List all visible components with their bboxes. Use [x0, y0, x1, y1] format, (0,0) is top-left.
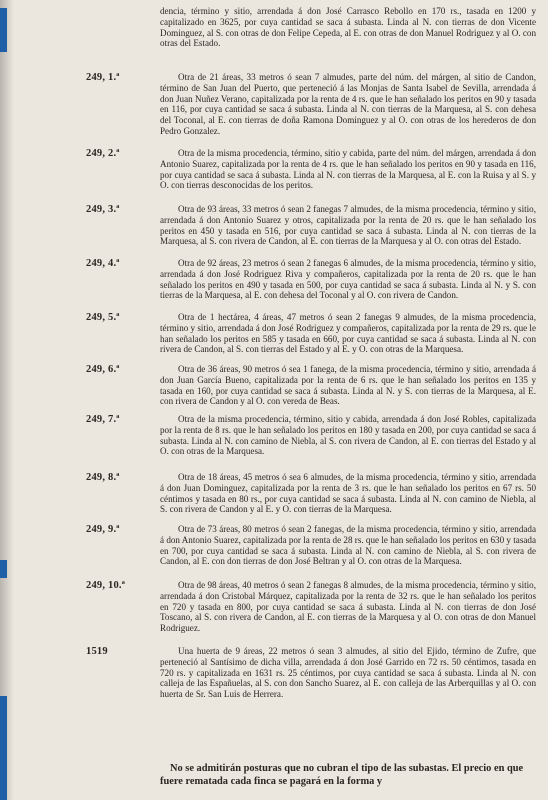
entry-text: Otra de la misma procedencia, término, sitio y cabida, parte del núm. del márgen, arrendada á don Antonio Suarez, capitalizada por la renta de 4 rs. que le han señalado los peritos en 90 y tasada en 116, por cuya cantidad se saca á subasta. Linda al N. con tierras de la Marquesa, al E. con la Ruisa y al S. y O. con tierras desconocidas de los peritos. — [160, 148, 536, 191]
entry-number: 249, 8.ª — [86, 472, 120, 483]
entry-number: 249, 2.ª — [86, 148, 120, 159]
entry-text: Otra de la misma procedencia, término, sitio y cabida, arrendada á don José Robles, capitalizada por la renta de 8 rs. que le han señalado los peritos en 180 y tasada en 200, por cuya cantidad se saca á subasta. Linda al N. con camino de Niebla, al S. con rivera de Candon, al E. con tierras del Estado y al O. con otras de la Marquesa. — [160, 414, 536, 457]
entry-number: 249, 5.ª — [86, 312, 120, 323]
entry-text: Otra de 93 áreas, 33 metros ó sean 2 fanegas 7 almudes, de la misma procedencia, término y sitio, arrendada á don Antonio Suarez y otros, capitalizada por la renta de 20 rs. que le han señalado los peritos en 450 y tasada en 516, por cuya cantidad se saca á subasta. Linda al N. con tierras de la Marquesa, al S. con rivera de Candon, al E. con tierras de la Marquesa y al O. con otras del Estado. — [160, 204, 536, 247]
entry-number: 249, 6.ª — [86, 364, 120, 375]
entry-number: 249, 10.ª — [86, 580, 126, 591]
entry-text: Otra de 1 hectárea, 4 áreas, 47 metros ó sean 2 fanegas 9 almudes, de la misma procedencia, término y sitio, arrendada á don José Rodriguez y compañeros, capitalizada por la renta de 29 rs. que le han señalado los peritos en 585 y tasada en 660, por cuya cantidad se saca á subasta. Linda al N. con rivera de Candon, al S. con tierras del Estado y al E. y O. con otras de la Marquesa. — [160, 312, 536, 355]
entry-text: Otra de 73 áreas, 80 metros ó sean 2 fanegas, de la misma procedencia, término y sitio, arrendada á don Antonio Suarez, capitalizada por la renta de 28 rs. que le han señalado los peritos en 630 y tasada en 700, por cuya cantidad se saca á subasta. Linda al N. con camino de Niebla, al S. con rivera de Candon, al E. con don tierras de don José Beltran y al O. con otras de la Marquesa. — [160, 524, 536, 567]
entry-text: Otra de 18 áreas, 45 metros ó sea 6 almudes, de la misma procedencia, término y sitio, arrendada á don Juan Dominguez, capitalizada por la renta de 3 rs. que le han señalado los peritos en 67 rs. 50 céntimos y tasada en 80 rs., por cuya cantidad se saca á subasta. Linda al N. con camino de Niebla, al S. con rivera de Candon y al E. y O. con tierras de la Marquesa. — [160, 472, 536, 515]
entry-number: 249, 4.ª — [86, 258, 120, 269]
entry-number: 249, 3.ª — [86, 204, 120, 215]
entry-number: 249, 9.ª — [86, 524, 120, 535]
entry-number: 249, 1.ª — [86, 72, 120, 83]
entry-text: Otra de 98 áreas, 40 metros ó sean 2 fanegas 8 almudes, de la misma procedencia, término y sitio, arrendada á don Cristobal Márquez, capitalizada por la renta de 32 rs. que le han señalado los peritos en 720 y tasada en 800, por cuya cantidad se saca á subasta. Linda al N. con tierras de don José Toscano, al S. con rivera de Candon, al E. con tierras de la Marquesa y al O. con otras de don Manuel Rodriguez. — [160, 580, 536, 634]
entry-text: Otra de 36 áreas, 90 metros ó sea 1 fanega, de la misma procedencia, término y sitio, arrendada á don Juan García Bueno, capitalizada por la renta de 6 rs. que le han señalado los peritos en 135 y tasada en 160, por cuya cantidad se saca á subasta. Linda al N. y S. con tierras de la Marquesa, al E. con rivera de Candon y al O. con vereda de Beas. — [160, 364, 536, 407]
entry-text: dencia, término y sitio, arrendada á don José Carrasco Rebollo en 170 rs., tasada en 1200 y capitalizado en 3625, por cuya cantidad se saca á subasta. Linda al N. con tierras de don Vicente Dominguez, al S. con otras de don Felipe Cepeda, al E. con otras de don Manuel Rodriguez y al O. con otras del Estado. — [160, 6, 536, 49]
entry-number: 249, 7.ª — [86, 414, 120, 425]
entry-number: 1519 — [86, 646, 108, 657]
entry-text: Otra de 92 áreas, 23 metros ó sean 2 fanegas 6 almudes, de la misma procedencia, término y sitio, arrendada á don José Rodriguez Riva y compañeros, capitalizada por la renta de 20 rs. que le han señalado los peritos en 490 y tasada en 500, por cuya cantidad se saca á subasta. Linda al N. y S. con tierras de la Marquesa, al E. con dehesa del Toconal y al O. con rivera de Candon. — [160, 258, 536, 301]
footer-notice: No se admitirán posturas que no cubran el tipo de las subastas. El precio en que fuere rematada cada finca se pagará en la forma y — [160, 763, 524, 787]
entry-text: Una huerta de 9 áreas, 22 metros ó sean 3 almudes, al sitio del Ejido, término de Zufre, que perteneció al Santísimo de dicha villa, arrendada á don José Garrido en 72 rs. 50 céntimos, tasada en 720 rs. y capitalizada en 1631 rs. 25 céntimos, por cuya cantidad se saca á subasta. Linda al N. con calleja de las Españuelas, al S. con don Sancho Suarez, al E. con calleja de las Arberquillas y al O. con huerta de Sr. San Luis de Herrera. — [160, 646, 536, 700]
entry-text: Otra de 21 áreas, 33 metros ó sean 7 almudes, parte del núm. del márgen, al sitio de Candon, término de San Juan del Puerto, que perteneció á las Monjas de Santa Isabel de Sevilla, arrendada á don Juan Nuñez Verano, capitalizada por la renta de 4 rs. que le han señalado los peritos en 90 y tasada en 116, por cuya cantidad se saca á subasta. Linda al N. con tierras de la Marquesa, al S. con dehesa del Toconal, al E. con tierras de doña Ramona Dominguez y al O. con otras de los herederos de don Pedro Gonzalez. — [160, 72, 536, 136]
